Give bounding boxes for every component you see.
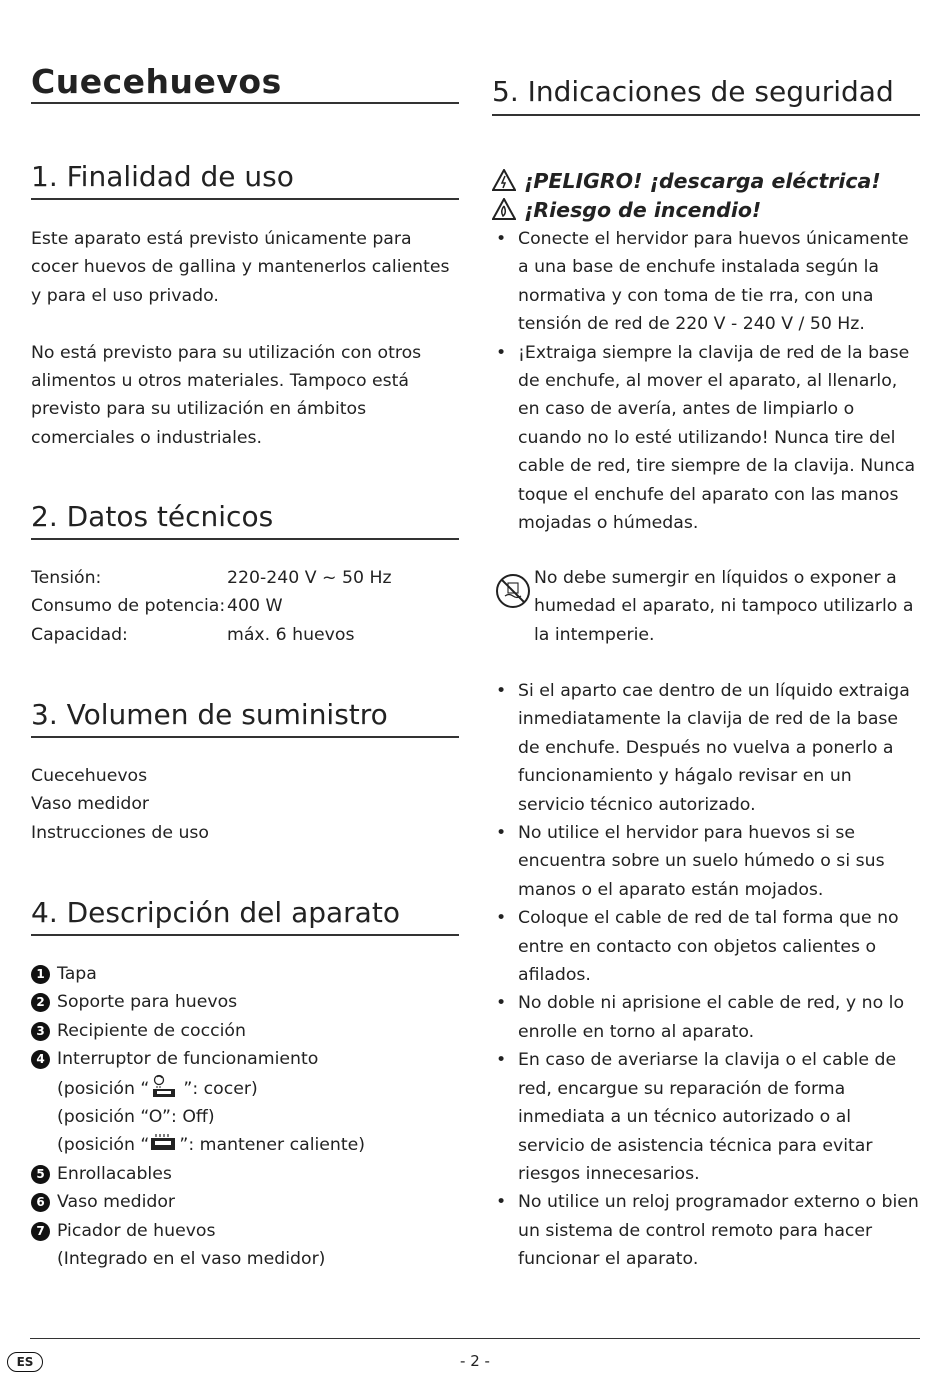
part-label: ”: mantener caliente) (179, 1135, 366, 1156)
list-item-text: ¡Extraiga siempre la clavija de red de la base de enchufe, al mover el aparato, al llenarlo, en caso de avería, antes de limpiarlo o cuando no lo esté utilizando! Nunca tire del cable de red, tire siempre de la clavija. Nunca toque el enchufe del aparato con las manos mojadas o húmedas. (518, 342, 916, 534)
part-label: ”: cocer) (183, 1078, 258, 1099)
section-4-rule (31, 934, 459, 936)
tech-label: Capacidad: (31, 624, 128, 645)
page-title: Cuecehuevos (31, 62, 282, 101)
list-item-text: No doble ni aprisione el cable de red, y no lo enrolle en torno al aparato. (518, 993, 905, 1042)
number-badge: 5 (31, 1165, 50, 1184)
safety-list-b (492, 677, 922, 1274)
page-number: - 2 - (460, 1352, 490, 1370)
section-1-rule (31, 198, 459, 200)
number-badge: 7 (31, 1222, 50, 1241)
list-item: • No utilice el hervidor para huevos si se encuentra sobre un suelo húmedo o si sus manos o el aparato están mojados. (496, 823, 885, 900)
paragraph: Este aparato está previsto únicamente para cocer huevos de gallina y mantenerlos calientes y para el uso privado. (31, 229, 450, 306)
list-item (31, 1217, 461, 1245)
part-label: Recipiente de cocción (57, 1020, 246, 1041)
part-label: Soporte para huevos (57, 992, 238, 1013)
warning-text: ¡Riesgo de incendio! (524, 198, 762, 222)
section-3-rule (31, 736, 459, 738)
title-rule (31, 102, 459, 104)
section-2-heading: 2. Datos técnicos (31, 500, 274, 533)
section-5-heading: 5. Indicaciones de seguridad (492, 75, 894, 108)
cook-mode-icon (149, 1074, 183, 1098)
warning-text: ¡PELIGRO! ¡descarga eléctrica! (524, 169, 881, 193)
part-label: (posición “ (57, 1078, 150, 1099)
part-label: Tapa (57, 964, 97, 984)
no-immerse-icon (494, 572, 532, 614)
list-item: • Conecte el hervidor para huevos únicamente a una base de enchufe instalada según la normativa y con toma de tie rra, con una tensión de red de 220 V - 240 V / 50 Hz. (496, 229, 909, 335)
number-badge: 4 (31, 1050, 50, 1069)
tech-label: Tensión: (31, 568, 102, 588)
list-item (31, 1045, 461, 1073)
tech-value: 220-240 V ~ 50 Hz (227, 568, 392, 588)
list-item: • En caso de averiarse la clavija o el cable de red, encargue su reparación de forma inmediata a un técnico autorizado o al servicio de asistencia técnica para evitar riesgos innecesarios. (496, 1050, 897, 1184)
list-item: • Si el aparto cae dentro de un líquido extraiga inmediatamente la clavija de red de la base de enchufe. Después no vuelva a ponerlo a funcionamiento y hágalo revisar en un servicio técnico autorizado. (496, 681, 910, 815)
list-item: • No doble ni aprisione el cable de red, y no lo enrolle en torno al aparato. (496, 993, 905, 1042)
warning-triangle-icon (492, 169, 516, 198)
no-immerse-text: No debe sumergir en líquidos o exponer a humedad el aparato, ni tampoco utilizarlo a la intemperie. (534, 568, 914, 645)
list-item (31, 1074, 461, 1103)
list-item (31, 1103, 461, 1131)
list-item-text: En caso de averiarse la clavija o el cable de red, encargue su reparación de forma inmediata a un técnico autorizado o al servicio de asistencia técnica para evitar riesgos innecesarios. (518, 1050, 897, 1184)
part-label: (posición “O”: Off) (57, 1107, 215, 1128)
part-label: (posición “ (57, 1135, 150, 1156)
part-label: Picador de huevos (57, 1220, 216, 1241)
list-item: Instrucciones de uso (31, 822, 209, 843)
section-5-rule (492, 114, 920, 116)
list-item: Vaso medidor (31, 794, 150, 815)
number-badge: 1 (31, 965, 50, 984)
paragraph: No está previsto para su utilización con otros alimentos u otros materiales. Tampoco está previsto para su utilización en ámbitos comerciales o industriales. (31, 342, 422, 448)
footer-rule (30, 1338, 920, 1339)
table-row (31, 621, 392, 649)
section-3-heading: 3. Volumen de suministro (31, 698, 388, 731)
tech-value: 400 W (227, 596, 283, 617)
table-row (31, 564, 392, 592)
safety-list-a (492, 225, 922, 537)
list-item (31, 960, 461, 988)
keep-warm-icon (149, 1132, 179, 1154)
list-item-text: No utilice un reloj programador externo o bien un sistema de control remoto para hacer funcionar el aparato. (518, 1192, 919, 1270)
tech-data-table (31, 564, 392, 649)
table-row (31, 592, 392, 620)
warning-triangle-icon (492, 198, 516, 227)
list-item (31, 1160, 461, 1188)
section-4-heading: 4. Descripción del aparato (31, 896, 400, 929)
section-1-heading: 1. Finalidad de uso (31, 160, 294, 193)
number-badge: 3 (31, 1022, 50, 1041)
parts-list (31, 960, 461, 1273)
part-label: Vaso medidor (57, 1192, 176, 1213)
list-item (31, 1188, 461, 1216)
number-badge: 2 (31, 993, 50, 1012)
list-item-text: Coloque el cable de red de tal forma que no entre en contacto con objetos calientes o afilados. (518, 908, 899, 986)
tech-value: máx. 6 huevos (227, 624, 355, 645)
list-item-text: Si el aparto cae dentro de un líquido extraiga inmediatamente la clavija de red de la base de enchufe. Después no vuelva a ponerlo a funcionamiento y hágalo revisar en un servicio técnico autorizado. (518, 681, 910, 815)
list-item: • No utilice un reloj programador externo o bien un sistema de control remoto para hacer funcionar el aparato. (496, 1192, 919, 1270)
list-item (31, 1017, 461, 1045)
part-label: Enrollacables (57, 1163, 172, 1184)
list-item: Cuecehuevos (31, 766, 148, 786)
part-label: (Integrado en el vaso medidor) (57, 1249, 326, 1270)
tech-label: Consumo de potencia: (31, 596, 226, 617)
list-item (31, 1245, 461, 1273)
list-item-text: No utilice el hervidor para huevos si se encuentra sobre un suelo húmedo o si sus manos o el aparato están mojados. (518, 823, 885, 900)
list-item (31, 988, 461, 1016)
list-item-text: Conecte el hervidor para huevos únicamente a una base de enchufe instalada según la normativa y con toma de tie rra, con una tensión de red de 220 V - 240 V / 50 Hz. (518, 229, 909, 335)
part-label: Interruptor de funcionamiento (57, 1049, 319, 1070)
language-badge: ES (7, 1352, 43, 1372)
list-item: • ¡Extraiga siempre la clavija de red de la base de enchufe, al mover el aparato, al llenarlo, en caso de avería, antes de limpiarlo o cuando no lo esté utilizando! Nunca tire del cable de red, tire siempre de la clavija. Nunca toque el enchufe del aparato con las manos mojadas o húmedas. (496, 342, 916, 534)
section-2-rule (31, 538, 459, 540)
supply-list (31, 762, 209, 847)
warning-fire (492, 196, 761, 227)
list-item (31, 1131, 461, 1159)
list-item: • Coloque el cable de red de tal forma que no entre en contacto con objetos calientes o afilados. (496, 908, 899, 986)
warning-shock (492, 167, 881, 198)
section-1-body (31, 225, 461, 452)
number-badge: 6 (31, 1193, 50, 1212)
